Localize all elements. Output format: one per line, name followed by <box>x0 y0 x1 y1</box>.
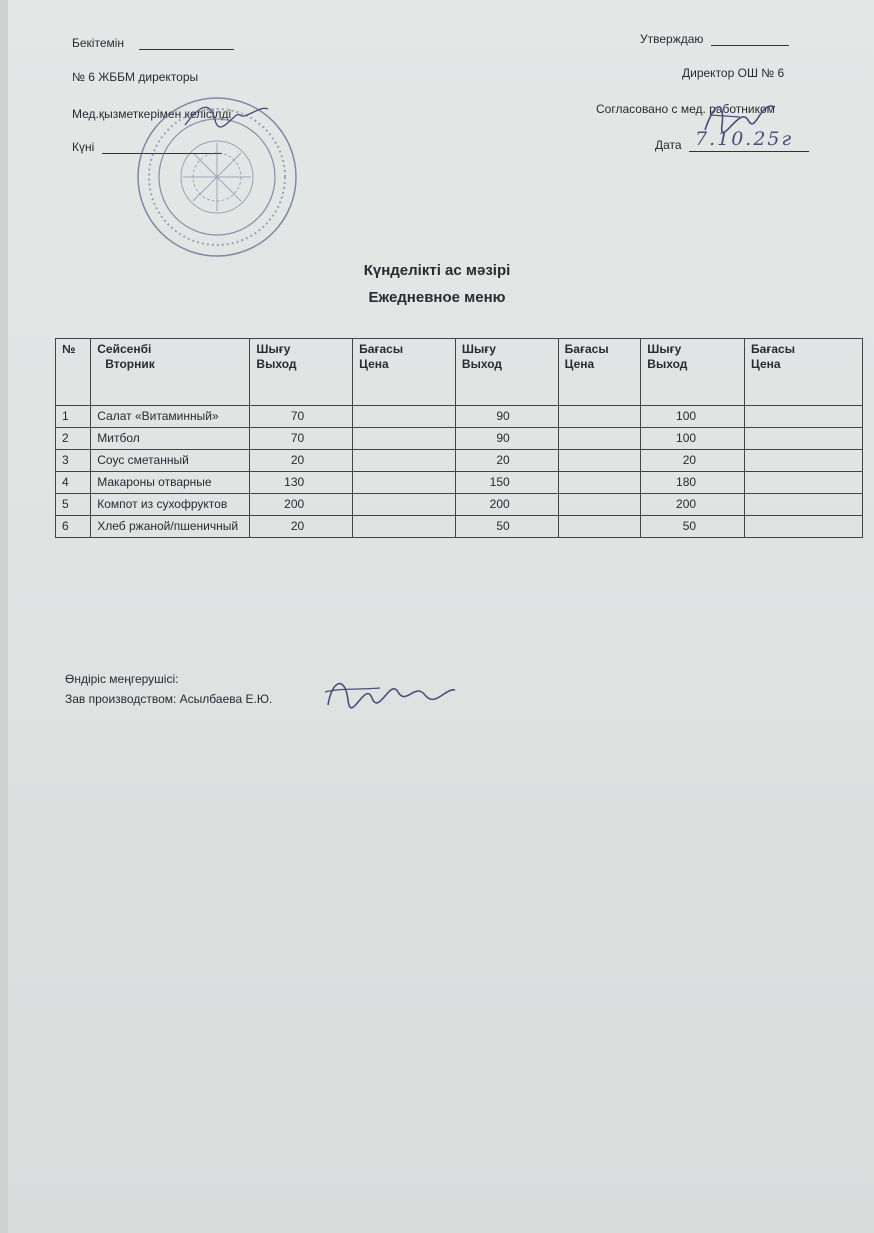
approve-kz-label: Бекітемін <box>72 36 125 50</box>
col-header-output-2: Шығу Выход <box>455 339 558 406</box>
price-3 <box>745 494 863 516</box>
price-2 <box>558 472 641 494</box>
price-1 <box>353 406 456 428</box>
price-1 <box>353 428 456 450</box>
approve-kz-line <box>72 36 234 50</box>
output-1: 70 <box>250 428 353 450</box>
med-agreement-ru: Согласовано с мед. работником <box>596 102 775 116</box>
row-number: 5 <box>56 494 91 516</box>
date-ru-label: Дата <box>655 138 682 152</box>
director-ru: Директор ОШ № 6 <box>682 66 785 80</box>
row-number: 2 <box>56 428 91 450</box>
table-row <box>56 428 863 450</box>
col-header-price-2: Бағасы Цена <box>558 339 641 406</box>
price-1 <box>353 450 456 472</box>
price-1 <box>353 494 456 516</box>
title-ru: Ежедневное меню <box>368 289 506 306</box>
output-3: 180 <box>641 472 745 494</box>
price-3 <box>745 428 863 450</box>
seal-signature <box>180 95 270 135</box>
output-2: 90 <box>455 406 558 428</box>
approve-kz-blank <box>139 37 234 50</box>
dish-name: Соус сметанный <box>91 450 250 472</box>
row-number: 4 <box>56 472 91 494</box>
output-2: 150 <box>455 472 558 494</box>
dish-name: Макароны отварные <box>91 472 250 494</box>
approve-ru-line <box>640 32 789 46</box>
med-agreement-kz: Мед.қызметкерімен келісілді <box>72 107 232 121</box>
price-1 <box>353 516 456 538</box>
menu-table <box>55 338 863 538</box>
output-2: 200 <box>455 494 558 516</box>
price-3 <box>745 450 863 472</box>
price-2 <box>558 406 641 428</box>
col-header-price-3: Бағасы Цена <box>745 339 863 406</box>
table-row <box>56 494 863 516</box>
output-2: 50 <box>455 516 558 538</box>
dish-name: Митбол <box>91 428 250 450</box>
price-2 <box>558 428 641 450</box>
table-row <box>56 516 863 538</box>
output-2: 20 <box>455 450 558 472</box>
col-header-dish: Сейсенбі Вторник <box>91 339 250 406</box>
dish-name: Компот из сухофруктов <box>91 494 250 516</box>
dish-name: Салат «Витаминный» <box>91 406 250 428</box>
table-row <box>56 406 863 428</box>
approve-ru-blank <box>711 33 789 46</box>
price-3 <box>745 516 863 538</box>
table-header-row <box>56 339 863 406</box>
output-1: 20 <box>250 450 353 472</box>
output-2: 90 <box>455 428 558 450</box>
row-number: 6 <box>56 516 91 538</box>
output-1: 20 <box>250 516 353 538</box>
output-3: 200 <box>641 494 745 516</box>
col-header-num: № <box>56 339 91 406</box>
output-1: 130 <box>250 472 353 494</box>
footer-ru: Зав производством: Асылбаева Е.Ю. <box>65 692 273 706</box>
price-2 <box>558 516 641 538</box>
output-3: 20 <box>641 450 745 472</box>
output-3: 100 <box>641 406 745 428</box>
price-1 <box>353 472 456 494</box>
col-header-price-1: Бағасы Цена <box>353 339 456 406</box>
col-header-output-1: Шығу Выход <box>250 339 353 406</box>
director-kz: № 6 ЖББМ директоры <box>72 70 199 84</box>
table-row <box>56 472 863 494</box>
row-number: 1 <box>56 406 91 428</box>
manager-signature <box>320 670 460 715</box>
row-number: 3 <box>56 450 91 472</box>
price-2 <box>558 450 641 472</box>
output-3: 100 <box>641 428 745 450</box>
price-2 <box>558 494 641 516</box>
day-kz-label: Күні <box>72 140 95 154</box>
table-row <box>56 450 863 472</box>
output-3: 50 <box>641 516 745 538</box>
handwritten-date: 7.10.25г <box>695 128 794 150</box>
dish-name: Хлеб ржаной/пшеничный <box>91 516 250 538</box>
output-1: 70 <box>250 406 353 428</box>
title-kz: Күнделікті ас мәзірі <box>363 262 511 279</box>
price-3 <box>745 472 863 494</box>
col-header-output-3: Шығу Выход <box>641 339 745 406</box>
approve-ru-label: Утверждаю <box>640 32 704 46</box>
output-1: 200 <box>250 494 353 516</box>
approval-signature <box>700 95 780 140</box>
footer-kz: Өндіріс меңгерушісі: <box>65 672 179 686</box>
price-3 <box>745 406 863 428</box>
